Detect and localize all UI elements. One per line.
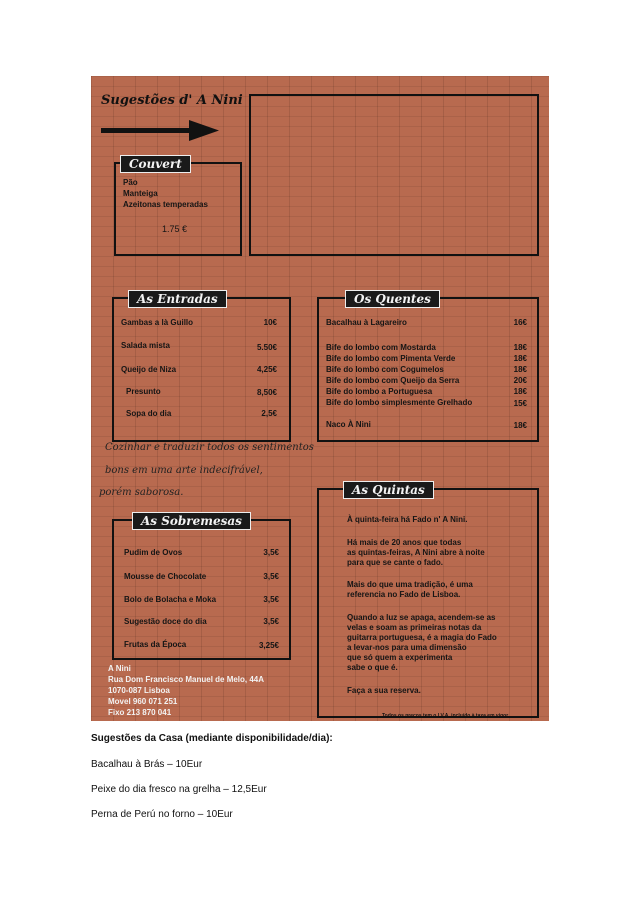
menu-item-price: 3,5€ (263, 595, 279, 604)
menu-item-price: 18€ (513, 365, 527, 374)
couvert-item: Pão (123, 178, 138, 187)
suggestions-heading-rest: (mediante disponibilidade/dia): (182, 733, 333, 744)
quintas-text: Mais do que uma tradição, é uma (347, 580, 473, 589)
quintas-text: Faça a sua reserva. (347, 686, 421, 695)
quintas-text: velas e soam as primeiras notas da (347, 623, 482, 632)
sobremesas-title: As Sobremesas (132, 512, 251, 530)
menu-item-price: 3,5€ (263, 548, 279, 557)
menu-item-price: 18€ (513, 343, 527, 352)
arrow-right-icon (101, 120, 219, 142)
quintas-text: Quando a luz se apaga, acendem-se as (347, 613, 496, 622)
quote-line: porém saborosa. (99, 487, 184, 498)
quote-line: Cozinhar e traduzir todos os sentimentos (105, 442, 314, 453)
quintas-text: À quinta-feira há Fado n' A Nini. (347, 515, 468, 524)
footer-address: Rua Dom Francisco Manuel de Melo, 44A (108, 675, 265, 684)
menu-item-name: Pudim de Ovos (124, 548, 183, 557)
quintas-text: a levar-nos para uma dimensão (347, 643, 467, 652)
quintas-text: para que se cante o fado. (347, 558, 444, 567)
entradas-box (112, 292, 291, 442)
entradas-title: As Entradas (128, 290, 227, 308)
quintas-box (317, 483, 539, 718)
vat-note: Todos os preços tem o I.V.A. incluído à taxa em vigor (382, 713, 509, 719)
suggestion-item: Bacalhau à Brás – 10Eur (91, 759, 203, 770)
menu-item-price: 3,25€ (258, 641, 279, 650)
menu-item-name: Bife do lombo com Mostarda (326, 343, 436, 352)
footer-mobile: Movel 960 071 251 (108, 697, 178, 706)
footer-city: 1070-087 Lisboa (108, 686, 170, 695)
menu-item-name: Bacalhau à Lagareiro (326, 318, 407, 327)
menu-item-price: 2,5€ (261, 409, 277, 418)
menu-item-name: Sugestão doce do dia (124, 617, 207, 626)
menu-item-price: 5.50€ (256, 343, 277, 352)
menu-item-price: 18€ (513, 421, 527, 430)
suggestion-item: Peixe do dia fresco na grelha – 12,5Eur (91, 784, 267, 795)
suggestions-heading-bold: Sugestões da Casa (91, 733, 183, 744)
menu-item-name: Mousse de Chocolate (124, 572, 207, 581)
menu-item-name: Presunto (126, 387, 161, 396)
footer-name: A Nini (108, 664, 131, 673)
menu-item-price: 18€ (513, 387, 527, 396)
couvert-title: Couvert (120, 155, 191, 173)
menu-item-price: 20€ (513, 376, 527, 385)
quote-line: bons em uma arte indecifrável, (105, 465, 263, 476)
menu-item-name: Sopa do dia (126, 409, 172, 418)
menu-item-name: Salada mista (121, 341, 170, 350)
quintas-text: as quintas-feiras, A Nini abre à noite (347, 548, 485, 557)
menu-item-name: Bife do lombo simplesmente Grelhado (326, 398, 473, 407)
couvert-price: 1.75 € (162, 224, 188, 234)
quintas-text: sabe o que é. (347, 663, 398, 672)
footer-phone: Fixo 213 870 041 (108, 708, 172, 717)
menu-item-price: 15€ (513, 399, 527, 408)
menu-item-name: Bife do lombo com Cogumelos (326, 365, 444, 374)
quintas-text: referencia no Fado de Lisboa. (347, 590, 461, 599)
menu-item-name: Bife do lombo com Pimenta Verde (326, 354, 456, 363)
menu-item-name: Naco À Nini (326, 420, 371, 429)
quentes-box (317, 292, 539, 442)
menu-item-name: Frutas da Época (124, 640, 187, 649)
couvert-item: Azeitonas temperadas (123, 200, 208, 209)
menu-item-price: 8,50€ (256, 388, 277, 397)
image-placeholder-frame (249, 94, 539, 256)
quintas-text: que só quem a experimenta (347, 653, 453, 662)
suggestion-item: Perna de Perú no forno – 10Eur (91, 809, 233, 820)
menu-poster (91, 76, 549, 721)
quintas-text: Há mais de 20 anos que todas (347, 538, 462, 547)
quentes-title: Os Quentes (345, 290, 440, 308)
menu-item-name: Queijo de Niza (121, 365, 177, 374)
menu-item-name: Bife do lombo a Portuguesa (326, 387, 433, 396)
menu-item-price: 3,5€ (263, 617, 279, 626)
suggestions-heading (91, 733, 333, 744)
menu-item-price: 3,5€ (263, 572, 279, 581)
quintas-text: guitarra portuguesa, é a magia do Fado (347, 633, 497, 642)
menu-item-price: 18€ (513, 354, 527, 363)
menu-item-price: 4,25€ (256, 365, 277, 374)
menu-item-name: Bolo de Bolacha e Moka (124, 595, 217, 604)
menu-item-name: Gambas a là Guillo (121, 318, 194, 327)
menu-item-price: 10€ (263, 318, 277, 327)
sobremesas-box (112, 514, 291, 660)
menu-title: Sugestões d' A Nini (101, 93, 243, 108)
couvert-item: Manteiga (123, 189, 158, 198)
couvert-box (114, 157, 242, 256)
menu-item-price: 16€ (513, 318, 527, 327)
quintas-title: As Quintas (343, 481, 434, 499)
menu-item-name: Bife do lombo com Queijo da Serra (326, 376, 460, 385)
